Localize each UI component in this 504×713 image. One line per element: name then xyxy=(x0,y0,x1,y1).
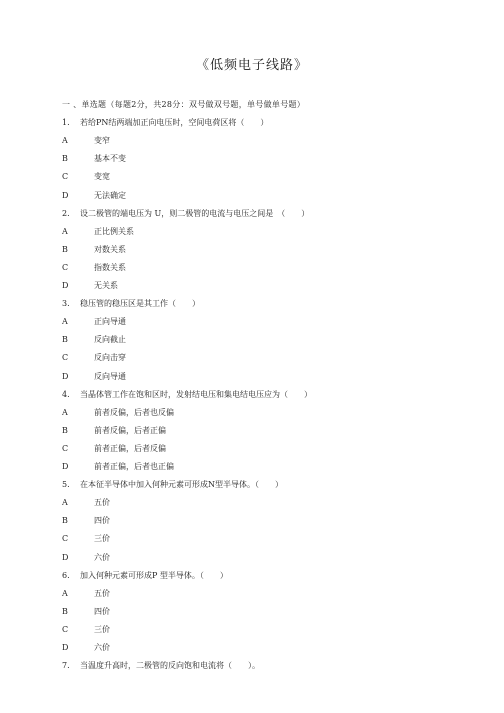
answer-option xyxy=(62,226,134,237)
option-text: 变窄 xyxy=(94,136,110,146)
option-letter: A xyxy=(62,498,68,508)
option-letter: B xyxy=(62,335,68,345)
option-letter: C xyxy=(62,353,69,363)
option-letter: A xyxy=(62,317,68,327)
question-number: 5. xyxy=(62,480,70,490)
answer-option xyxy=(62,407,174,418)
answer-option xyxy=(62,425,166,436)
answer-option xyxy=(62,606,110,617)
option-letter: D xyxy=(62,552,69,562)
answer-option xyxy=(62,533,110,544)
option-text: 反向导通 xyxy=(94,371,126,381)
answer-option xyxy=(62,497,110,508)
option-letter: B xyxy=(62,516,68,526)
option-letter: A xyxy=(62,407,68,417)
option-letter: B xyxy=(62,244,68,254)
option-text: 五价 xyxy=(94,588,110,598)
option-text: 对数关系 xyxy=(94,244,126,254)
answer-option xyxy=(62,280,118,291)
answer-option xyxy=(62,316,126,327)
option-text: 前者反偏，后者正偏 xyxy=(94,425,166,435)
answer-option xyxy=(62,352,126,363)
option-letter: D xyxy=(62,643,69,652)
option-letter: A xyxy=(62,226,68,236)
question-stem xyxy=(62,660,260,671)
answer-option xyxy=(62,244,126,255)
question-stem xyxy=(62,389,312,400)
option-text: 四价 xyxy=(94,516,110,526)
answer-option xyxy=(62,153,126,164)
answer-option xyxy=(62,642,110,653)
option-text: 反向截止 xyxy=(94,335,126,345)
option-letter: D xyxy=(62,190,69,200)
question-text: 加入何种元素可形成P 型半导体。（ ） xyxy=(80,570,228,580)
answer-option xyxy=(62,171,110,182)
option-letter: C xyxy=(62,443,69,453)
option-text: 前者正偏，后者反偏 xyxy=(94,443,166,453)
option-text: 正比例关系 xyxy=(94,226,134,236)
answer-option xyxy=(62,624,110,635)
option-letter: B xyxy=(62,425,68,435)
answer-option xyxy=(62,515,110,526)
option-letter: C xyxy=(62,534,69,544)
question-text: 设二极管的端电压为 U，则二极管的电流与电压之间是 （ ） xyxy=(80,208,310,218)
option-letter: C xyxy=(62,624,69,634)
answer-option xyxy=(62,262,126,273)
question-number: 2. xyxy=(62,208,70,218)
option-text: 反向击穿 xyxy=(94,353,126,363)
answer-option xyxy=(62,461,174,472)
option-letter: D xyxy=(62,371,69,381)
option-letter: D xyxy=(62,281,69,290)
option-text: 六价 xyxy=(94,552,110,562)
question-text: 当晶体管工作在饱和区时，发射结电压和集电结电压应为（ ） xyxy=(80,389,312,399)
section-heading: 一 、单选题（每题2分，共28分：双号做双号题，单号做单号题） xyxy=(62,100,306,109)
answer-option xyxy=(62,443,166,454)
question-text: 稳压管的稳压区是其工作（ ） xyxy=(80,299,200,309)
option-letter: B xyxy=(62,154,68,164)
question-stem xyxy=(62,570,228,581)
option-text: 前者正偏，后者也正偏 xyxy=(94,462,174,471)
option-text: 四价 xyxy=(94,606,110,616)
option-text: 五价 xyxy=(94,498,110,508)
option-text: 变宽 xyxy=(94,172,110,182)
question-text: 在本征半导体中加入何种元素可形成N型半导体。（ ） xyxy=(80,480,283,490)
question-number: 3. xyxy=(62,299,70,309)
option-letter: A xyxy=(62,588,68,598)
option-text: 基本不变 xyxy=(94,154,126,164)
question-number: 4. xyxy=(62,389,70,399)
option-text: 正向导通 xyxy=(94,317,126,327)
option-letter: C xyxy=(62,262,69,272)
question-text: 当温度升高时，二极管的反向饱和电流将（ ）。 xyxy=(80,661,260,671)
option-letter: A xyxy=(62,136,68,146)
option-text: 前者反偏，后者也反偏 xyxy=(94,407,174,417)
option-letter: D xyxy=(62,462,69,471)
answer-option xyxy=(62,371,126,382)
page-title: 《低频电子线路》 xyxy=(195,58,308,73)
option-text: 六价 xyxy=(94,643,110,652)
question-number: 6. xyxy=(62,570,70,580)
question-stem xyxy=(62,298,200,309)
question-number: 1. xyxy=(62,118,70,128)
answer-option xyxy=(62,552,110,563)
option-letter: B xyxy=(62,606,68,616)
option-text: 无关系 xyxy=(94,281,118,290)
option-text: 三价 xyxy=(94,624,110,634)
question-stem xyxy=(62,479,283,490)
answer-option xyxy=(62,190,126,201)
option-text: 三价 xyxy=(94,534,110,544)
option-text: 无法确定 xyxy=(94,190,126,200)
option-letter: C xyxy=(62,172,69,182)
answer-option xyxy=(62,334,126,345)
question-text: 若给PN结两端加正向电压时，空间电荷区将（ ） xyxy=(80,118,269,128)
answer-option xyxy=(62,135,110,146)
question-stem xyxy=(62,208,309,219)
question-stem xyxy=(62,117,268,128)
answer-option xyxy=(62,588,110,599)
option-text: 指数关系 xyxy=(94,262,126,272)
question-number: 7. xyxy=(62,661,70,671)
